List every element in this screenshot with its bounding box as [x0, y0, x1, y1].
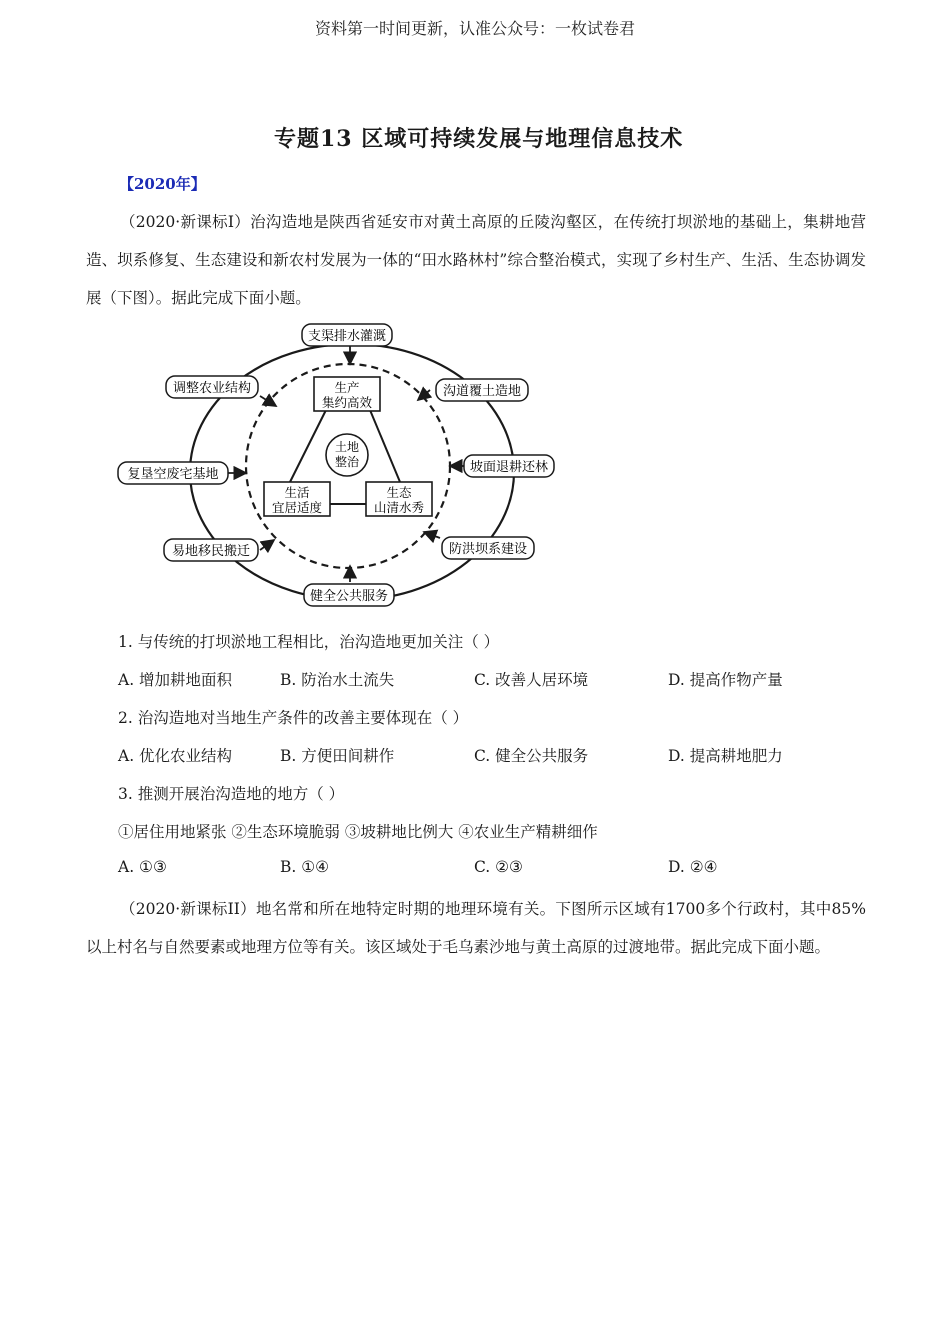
svg-text:支渠排水灌溉: 支渠排水灌溉: [307, 329, 387, 344]
svg-text:健全公共服务: 健全公共服务: [309, 589, 389, 604]
outer-label-public-service: [304, 584, 394, 606]
svg-text:整治: 整治: [334, 455, 360, 469]
outer-label-channel-land: [436, 379, 528, 401]
svg-text:山清水秀: 山清水秀: [373, 500, 425, 515]
question-1-stem: 1. 与传统的打坝淤地工程相比，治沟造地更加关注（ ）: [118, 633, 500, 651]
svg-text:沟道覆土造地: 沟道覆土造地: [442, 384, 522, 399]
q3-option-b: B. ①④: [280, 858, 330, 876]
intro-paragraph-1: （2020·新课标I）治沟造地是陕西省延安市对黄土高原的丘陵沟壑区，在传统打坝淤地的基础上，集耕地营造、坝系修复、生态建设和新农村发展为一体的“田水路林村”综合整治模式，实现了乡村生产、生活、生态协调发展（下图）。据此完成下面小题。: [86, 213, 866, 307]
node-ecology: [366, 482, 432, 516]
q2-option-c: C. 健全公共服务: [474, 747, 589, 765]
outer-label-irrigation: [302, 324, 392, 346]
intro-paragraph-2: （2020·新课标II）地名常和所在地特定时期的地理环境有关。下图所示区域有1700多个行政村，其中85%以上村名与自然要素或地理方位等有关。该区域处于毛乌素沙地与黄土高原的过渡地带。据此完成下面小题。: [86, 900, 866, 956]
svg-text:坡面退耕还林: 坡面退耕还林: [469, 460, 549, 475]
outer-label-flood-dam: [442, 537, 534, 559]
q2-option-d: D. 提高耕地肥力: [668, 747, 783, 765]
q3-option-c: C. ②③: [474, 858, 523, 876]
center-land-consolidation: [326, 434, 368, 476]
land-consolidation-diagram: [110, 318, 570, 608]
year-tag: 【2020年】: [119, 175, 206, 193]
question-3-statements: ①居住用地紧张 ②生态环境脆弱 ③坡耕地比例大 ④农业生产精耕细作: [118, 823, 598, 841]
outer-label-homestead: [118, 462, 228, 484]
svg-text:生活: 生活: [284, 485, 310, 500]
node-production: [314, 377, 380, 411]
outer-label-agri-structure: [166, 376, 258, 398]
q1-option-b: B. 防治水土流失: [280, 671, 395, 689]
q2-option-a: A. 优化农业结构: [118, 747, 233, 765]
svg-text:土地: 土地: [334, 440, 360, 454]
q3-option-d: D. ②④: [668, 858, 718, 876]
outer-label-reforestation: [464, 455, 554, 477]
svg-text:防洪坝系建设: 防洪坝系建设: [448, 542, 528, 557]
q2-option-b: B. 方便田间耕作: [280, 747, 395, 765]
question-2-stem: 2. 治沟造地对当地生产条件的改善主要体现在（ ）: [118, 709, 469, 727]
page-title: 专题13 区域可持续发展与地理信息技术: [274, 126, 684, 152]
q1-option-c: C. 改善人居环境: [474, 671, 589, 689]
header-note: 资料第一时间更新，认准公众号：一枚试卷君: [314, 19, 635, 38]
q3-option-a: A. ①③: [118, 858, 167, 876]
question-3-stem: 3. 推测开展治沟造地的地方（ ）: [118, 785, 345, 803]
svg-text:调整农业结构: 调整农业结构: [172, 381, 252, 396]
svg-text:集约高效: 集约高效: [321, 395, 373, 410]
node-living: [264, 482, 330, 516]
svg-text:生产: 生产: [334, 380, 360, 395]
svg-text:复垦空废宅基地: 复垦空废宅基地: [127, 467, 219, 482]
outer-label-relocation: [164, 539, 258, 561]
svg-text:生态: 生态: [386, 485, 412, 500]
q1-option-a: A. 增加耕地面积: [118, 671, 233, 689]
q1-option-d: D. 提高作物产量: [668, 671, 783, 689]
svg-text:易地移民搬迁: 易地移民搬迁: [171, 544, 251, 559]
svg-text:宜居适度: 宜居适度: [271, 500, 323, 515]
